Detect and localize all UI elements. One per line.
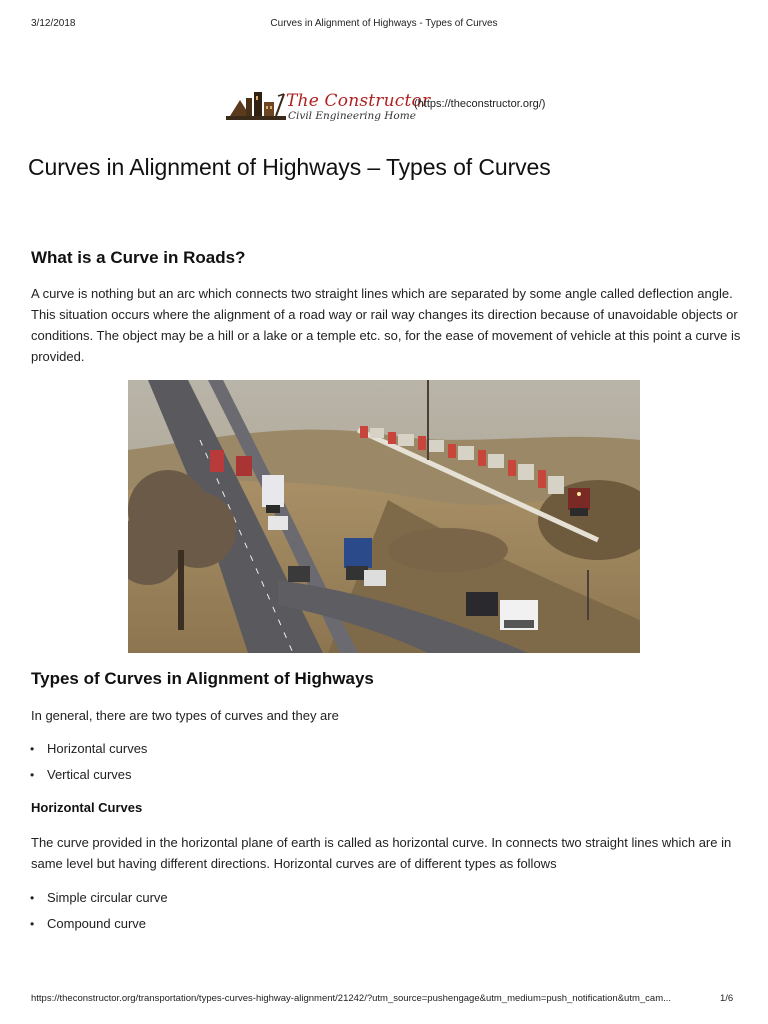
subheading-horizontal-curves: Horizontal Curves (31, 800, 143, 815)
highway-curve-photo (128, 380, 640, 653)
curve-types-list (0, 741, 147, 793)
logo-building-icon (226, 88, 286, 124)
logo-brand: The Constructor (286, 91, 431, 111)
list-item: • Simple circular curve (0, 890, 168, 916)
list-item: • Vertical curves (0, 767, 147, 793)
logo-url[interactable]: (https://theconstructor.org/) (414, 98, 546, 110)
horizontal-curves-paragraph: The curve provided in the horizontal plane of earth is called as horizontal curve. In connects two straight lines which are in same level but having different directions. Horizontal curves are of different types as follows (31, 835, 732, 871)
horizontal-curve-types-list (0, 890, 168, 942)
types-intro-paragraph: In general, there are two types of curves and they are (31, 708, 339, 723)
print-date: 3/12/2018 (31, 18, 76, 29)
section-heading-types-of-curves: Types of Curves in Alignment of Highways (31, 669, 374, 688)
article-title: Curves in Alignment of Highways – Types of Curves (28, 154, 551, 180)
print-page-number: 1/6 (720, 993, 734, 1004)
list-item: • Horizontal curves (0, 741, 147, 767)
print-page-title: Curves in Alignment of Highways - Types of Curves (270, 18, 498, 29)
print-footer-url: https://theconstructor.org/transportation/types-curves-highway-alignment/21242/?utm_source=pushengage&utm_medium=push_notification&utm_cam... (31, 993, 672, 1004)
site-logo[interactable] (226, 88, 546, 128)
logo-tagline: Civil Engineering Home (288, 110, 416, 122)
curve-definition-paragraph: A curve is nothing but an arc which connects two straight lines which are separated by some angle called deflection angle. This situation occurs where the alignment of a road way or rail way changes its direction because of unavoidable objects or conditions. The object may be a hill or a lake or a temple etc. so, for the ease of movement of vehicle at this point a curve is provided. (31, 286, 741, 364)
section-heading-curve-definition: What is a Curve in Roads? (31, 248, 246, 267)
list-item: • Compound curve (0, 916, 168, 942)
